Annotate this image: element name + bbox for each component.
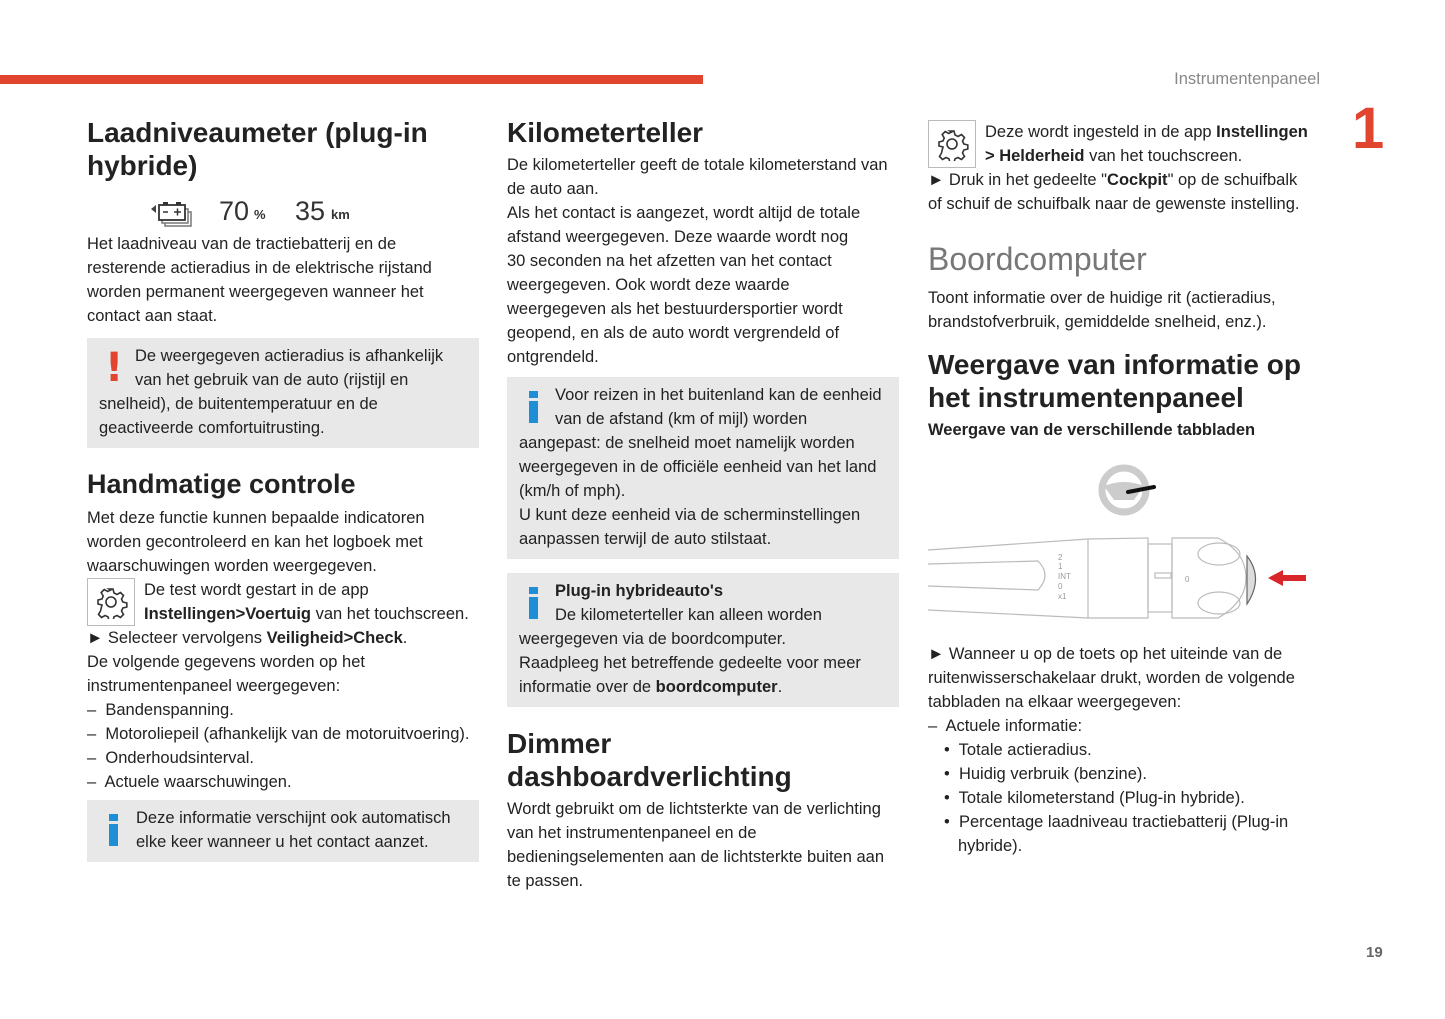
info-icon <box>519 579 555 627</box>
wiper-stalk-illustration <box>928 442 1313 642</box>
step-text: ► Druk in het gedeelte " <box>928 171 1108 189</box>
chapter-number: 1 <box>1352 96 1385 161</box>
manual-check-description: Met deze functie kunnen bepaalde indicatoren worden gecontroleerd en kan het logboek met waarschuwingen worden weergegeven. <box>87 509 425 575</box>
settings-instruction <box>87 578 479 626</box>
info-hybrid-link: boordcomputer <box>655 678 778 696</box>
svg-text:1: 1 <box>1058 562 1063 571</box>
brightness-text-end: van het touchscreen. <box>1084 147 1243 165</box>
range-unit: km <box>331 207 350 222</box>
list-item: – Bandenspanning. <box>87 701 234 719</box>
svg-text:2: 2 <box>1058 553 1063 562</box>
svg-text:0: 0 <box>1058 582 1063 591</box>
cockpit-step <box>928 168 1313 216</box>
step-end: " op de schuifbalk of schuif de schuifbalk naar de gewenste instelling. <box>928 171 1300 213</box>
info-hybrid-ref: Raadpleeg het betreffende gedeelte voor meer informatie over de <box>519 654 861 696</box>
brightness-path: Instellingen > Helderheid <box>985 123 1308 165</box>
list-item: – Actuele waarschuwingen. <box>87 773 292 791</box>
settings-gear-icon <box>87 578 135 626</box>
warning-icon: ! <box>105 345 124 391</box>
info-hybrid-text: De kilometerteller kan alleen worden weergegeven via de boordcomputer. <box>519 606 822 648</box>
charge-description: Het laadniveau van de tractiebatterij en de resterende actieradius in de elektrische rijstand worden permanent weergegeven wanneer het contact aan staat. <box>87 235 432 325</box>
odometer-intro: De kilometerteller geeft de totale kilometerstand van de auto aan. <box>507 156 888 198</box>
info-box-units <box>507 377 899 559</box>
warning-box <box>87 338 479 448</box>
list-item: • Huidig verbruik (benzine). <box>944 765 1147 783</box>
subheading-tabs: Weergave van de verschillende tabbladen <box>928 421 1256 439</box>
list-item: – Onderhoudsinterval. <box>87 749 254 767</box>
data-list <box>87 698 479 794</box>
info-units-change: U kunt deze eenheid via de scherminstellingen aanpassen terwijl de auto stilstaat. <box>519 506 861 548</box>
settings-text-end: van het touchscreen. <box>311 605 469 623</box>
page-number: 19 <box>1366 944 1383 961</box>
list-item: • Totale actieradius. <box>944 741 1092 759</box>
heading-trip-computer: Boordcomputer <box>928 241 1147 277</box>
odometer-description: Als het contact is aangezet, wordt altijd de totale afstand weergegeven. Deze waarde wordt nog 30 seconden na het afzetten van het contact weergegeven. Ook wordt deze waarde weergegeven als het bestuurdersportier wordt geopend, en als de auto wordt vergrendeld of ontgrendeld. <box>507 204 861 366</box>
steering-wheel-stalk-icon <box>928 442 1318 642</box>
step-cockpit: Cockpit <box>1107 171 1168 189</box>
info-hybrid-end: . <box>777 678 783 696</box>
svg-text:x1: x1 <box>1058 592 1067 601</box>
battery-icon <box>151 200 197 230</box>
svg-text:0: 0 <box>1185 575 1190 584</box>
select-step <box>87 626 479 650</box>
wiper-button-description: ► Wanneer u op de toets op het uiteinde van de ruitenwisserschakelaar drukt, worden de volgende tabbladen na elkaar weergegeven: <box>928 645 1295 711</box>
charge-percent: 70 <box>219 196 250 226</box>
charge-percent-unit: % <box>254 207 266 222</box>
list-item: • Percentage laadniveau tractiebatterij (Plug-in hybride). <box>944 813 1289 855</box>
list-item: • Totale kilometerstand (Plug-in hybride). <box>944 789 1245 807</box>
info-units-text: Voor reizen in het buitenland kan de eenheid van de afstand (km of mijl) worden aangepast: de snelheid moet namelijk worden weergegeven in de officiële eenheid van het land (km/h of mph). <box>519 386 882 500</box>
header-accent-bar <box>0 75 703 84</box>
info-text: Deze informatie verschijnt ook automatisch elke keer wanneer u het contact aanzet. <box>136 809 451 851</box>
column-2 <box>507 116 899 893</box>
step-path: Veiligheid>Check <box>266 629 403 647</box>
range-value: 35 <box>295 196 326 226</box>
heading-manual-check: Handmatige controle <box>87 469 356 499</box>
svg-text:INT: INT <box>1058 572 1071 581</box>
brightness-text: Deze wordt ingesteld in de app <box>985 123 1217 141</box>
info-box-hybrid <box>507 573 899 707</box>
heading-odometer: Kilometerteller <box>507 117 704 148</box>
info-box <box>87 800 479 862</box>
column-1 <box>87 116 479 862</box>
heading-charge-meter: Laadniveaumeter (plug-in hybride) <box>87 117 428 181</box>
warning-text: De weergegeven actieradius is afhankelijk van het gebruik van de auto (rijstijl en snelheid), de buitentemperatuur en de geactiveerde comfortuitrusting. <box>99 347 444 437</box>
settings-gear-icon <box>928 120 976 168</box>
settings-path: Instellingen>Voertuig <box>144 605 312 623</box>
list-item: – Motoroliepeil (afhankelijk van de motoruitvoering). <box>87 725 470 743</box>
dimmer-description: Wordt gebruikt om de lichtsterkte van de verlichting van het instrumentenpaneel en de bedieningselementen aan de lichtsterkte buiten aan te passen. <box>507 800 885 890</box>
info-icon <box>109 814 118 846</box>
battery-readout <box>87 194 479 236</box>
heading-display-info: Weergave van informatie op het instrumentenpaneel <box>928 349 1301 413</box>
step-end: . <box>402 629 408 647</box>
tabs-list <box>928 738 1313 858</box>
info-icon <box>519 383 555 431</box>
step-text: ► Selecteer vervolgens <box>87 629 267 647</box>
data-intro: De volgende gegevens worden op het instrumentenpaneel weergegeven: <box>87 653 365 695</box>
brightness-instruction <box>928 120 1313 168</box>
info-hybrid-title: Plug-in hybrideauto's <box>555 582 724 600</box>
trip-computer-description: Toont informatie over de huidige rit (actieradius, brandstofverbruik, gemiddelde snelheid, enz.). <box>928 289 1276 331</box>
settings-text: De test wordt gestart in de app <box>144 581 369 599</box>
column-3 <box>928 120 1313 858</box>
heading-dimmer: Dimmer dashboardverlichting <box>507 728 792 792</box>
section-title: Instrumentenpaneel <box>1174 70 1320 88</box>
list-heading: – Actuele informatie: <box>928 717 1083 735</box>
